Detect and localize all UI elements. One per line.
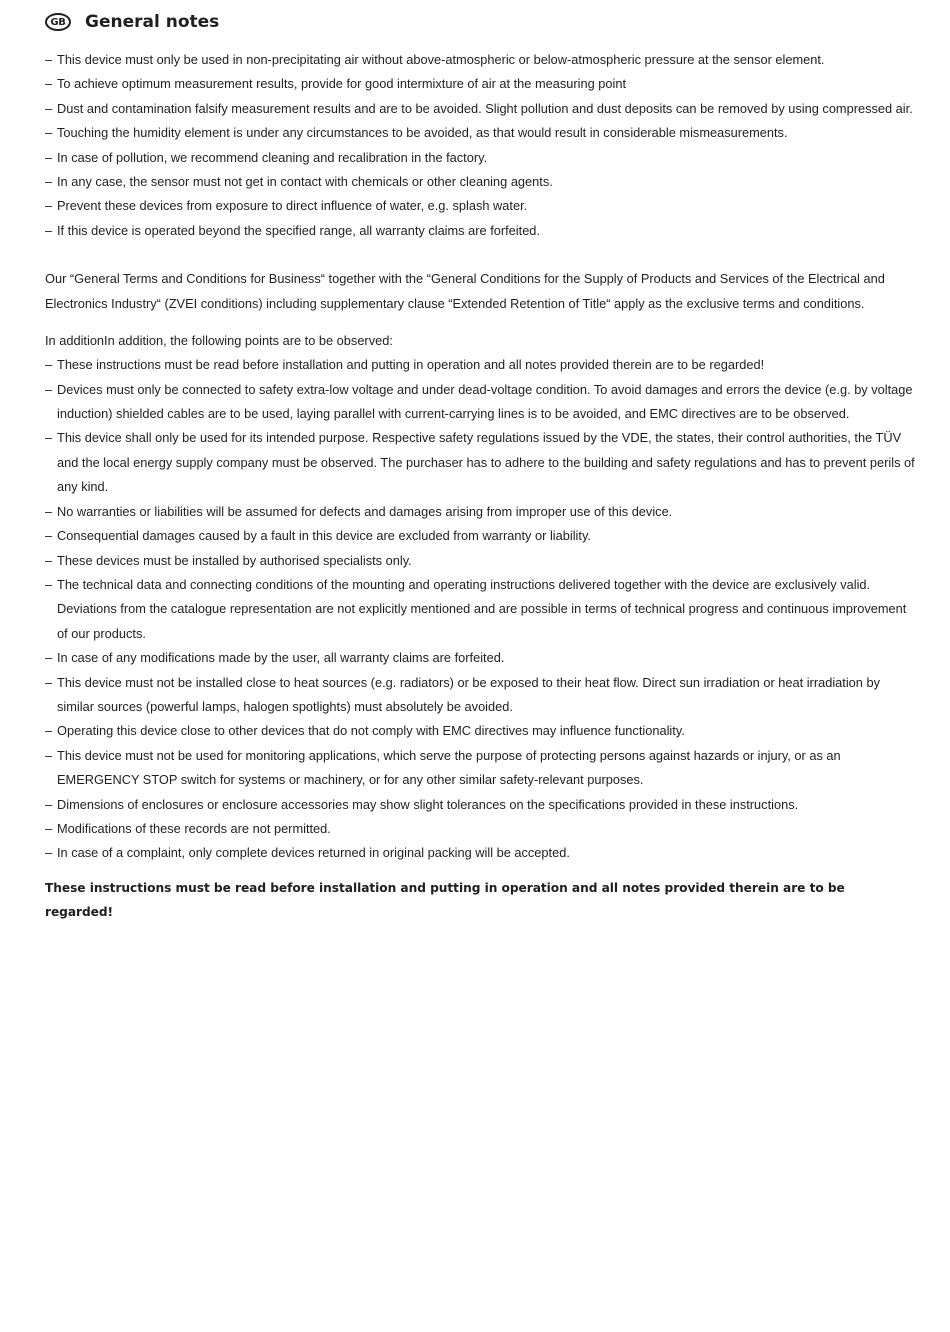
list-item: – This device must only be used in non-precipitating air without above-atmospheric or below-atmospheric pressure at the sensor element. [45, 48, 915, 72]
country-badge: GB [45, 13, 71, 31]
list-item: – The technical data and connecting conditions of the mounting and operating instructions delivered together with the device are exclusively valid. Deviations from the catalogue representation are not explicitly mentioned and are possible in terms of technical progress and continuous improvement of our products. [45, 573, 915, 646]
terms-paragraph: Our “General Terms and Conditions for Business“ together with the “General Conditions for the Supply of Products and Services of the Electrical and Electronics Industry“ (ZVEI conditions) including supplementary clause “Extended Retention of Title“ apply as the exclusive terms and conditions. [45, 271, 885, 311]
list-item: – These instructions must be read before installation and putting in operation and all notes provided therein are to be regarded! [45, 353, 915, 377]
list-item: – Touching the humidity element is under any circumstances to be avoided, as that would result in considerable mismeasurements. [45, 121, 915, 145]
list-item: – No warranties or liabilities will be assumed for defects and damages arising from improper use of this device. [45, 500, 915, 524]
list-item: – In case of a complaint, only complete devices returned in original packing will be accepted. [45, 841, 915, 865]
addition-intro: In additionIn addition, the following points are to be observed: [45, 332, 393, 348]
list-item: – Dust and contamination falsify measurement results and are to be avoided. Slight pollution and dust deposits can be removed by using compressed air. [45, 97, 915, 121]
list-item: – In any case, the sensor must not get in contact with chemicals or other cleaning agents. [45, 170, 915, 194]
list-item: – Devices must only be connected to safety extra-low voltage and under dead-voltage condition. To avoid damages and errors the device (e.g. by voltage induction) shielded cables are to be used, laying parallel with current-carrying lines is to be avoided, and EMC directives are to be observed. [45, 378, 915, 427]
list-item: – Modifications of these records are not permitted. [45, 817, 915, 841]
list-item: – These devices must be installed by authorised specialists only. [45, 549, 915, 573]
list-item: – Dimensions of enclosures or enclosure accessories may show slight tolerances on the specifications provided in these instructions. [45, 793, 915, 817]
list-item: – This device must not be used for monitoring applications, which serve the purpose of protecting persons against hazards or injury, or as an EMERGENCY STOP switch for systems or machinery, or for any other similar safety-relevant purposes. [45, 744, 915, 793]
list-item: – To achieve optimum measurement results, provide for good intermixture of air at the measuring point [45, 72, 915, 96]
list-item: – Prevent these devices from exposure to direct influence of water, e.g. splash water. [45, 194, 915, 218]
page-title: General notes [85, 12, 220, 32]
list-item: – Consequential damages caused by a fault in this device are excluded from warranty or liability. [45, 524, 915, 548]
section-header [45, 7, 915, 37]
additional-notes-list [45, 353, 915, 866]
list-item: – This device must not be installed close to heat sources (e.g. radiators) or be exposed to their heat flow. Direct sun irradiation or heat irradiation by similar sources (powerful lamps, halogen spotlights) must absolutely be avoided. [45, 671, 915, 720]
final-statement: These instructions must be read before installation and putting in operation and all notes provided therein are to be regarded! [45, 880, 845, 919]
list-item: – This device shall only be used for its intended purpose. Respective safety regulations issued by the VDE, the states, their control authorities, the TÜV and the local energy supply company must be observed. The purchaser has to adhere to the building and safety regulations and has to prevent perils of any kind. [45, 426, 915, 499]
list-item: – Operating this device close to other devices that do not comply with EMC directives may influence functionality. [45, 719, 915, 743]
general-notes-list [45, 48, 915, 243]
list-item: – In case of pollution, we recommend cleaning and recalibration in the factory. [45, 146, 915, 170]
document-page [45, 0, 915, 924]
list-item: – In case of any modifications made by the user, all warranty claims are forfeited. [45, 646, 915, 670]
list-item: – If this device is operated beyond the specified range, all warranty claims are forfeited. [45, 219, 915, 243]
